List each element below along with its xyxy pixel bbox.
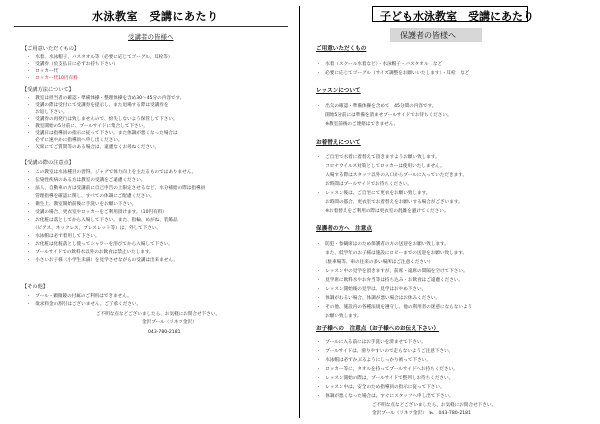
left-line: （ピアス、ネックレス、ブレスレット等）は、外して下さい。 [26,226,162,231]
right-line: ・ プールに入る前にはお手洗いを済ませて下さい。 [316,340,427,345]
right-section-heading: ご用意いただくもの [316,46,367,52]
left-line: ・ この教室は水泳種目の習得、ジャグで体力向上を主たるものではありません。 [26,170,197,175]
left-line-highlight: ・ ロッカー代10円有料 [26,76,78,81]
right-line: （駐車場等、車の往来の多い場所はご注意ください） [316,260,434,265]
left-footer-phone: 043-780-2181 [148,330,181,335]
right-line: ・ 防犯・参観席はのため保護者の方の送迎をお願い致します。 [316,242,449,247]
left-line: ・ 受講券の再発行は致しませんので、紛失しないよう保管して下さい。 [26,117,178,122]
right-section-heading: お着替えについて [316,140,361,146]
right-line: ※お着替えをご利用の際は更衣室の混雑を避けてください。 [316,209,449,214]
right-line: お時間の都合、更衣室でお着替えをお願いする場合がございます。 [316,200,463,205]
right-line: ・ 体調がわるい場合、体調が悪い場合はお休みください。 [316,296,441,301]
right-line: ・ ロッカー等に、タオルを持ってプールサイドへお持ちください。 [316,367,458,372]
left-title-rule [14,26,288,27]
right-line: 入場する際はスタッフ以外の入口からプールに入っていただきます。 [316,173,467,178]
right-line: ・ 必要に応じてゴーグル（サイズ調整をお願いいたします）・耳栓 など [316,71,470,76]
left-section-heading: 【受講の際の注意点】 [22,160,74,166]
right-section-heading: お子様への 注意点（お子様へのお伝え下さい） [316,326,440,332]
left-footer-note: ご不明な点などございましたら、お気軽にお問合せ下さい。 [96,312,221,317]
right-footer-note: ご不明な点などございましたら、お気軽にお問合せ下さい。 [372,403,497,408]
left-section-heading: 【受講方法について】 [22,87,74,93]
left-line: 必ずに速やかに指導員へ申し出ください。 [26,138,123,143]
right-document-subtitle: 保護者の皆様へ [400,31,456,40]
right-line: ・ プールサイドは、滑りやすいので走らないようご注意下さい。 [316,349,454,354]
left-line: ・ 教室は担当者の確認・準備体操・整理体操を含め30～45分の内容です。 [26,96,185,101]
right-section-heading: レッスンについて [316,88,361,94]
left-line: ・ 受講券（於支払日に必ずお持ち下さい） [26,62,118,67]
left-line: ・ 欠席にてご質問等のある場合は、遠慮なくお尋ねください。 [26,145,160,150]
left-line: ・ プール・顕微鏡の付属のご利用はできません。 [26,294,132,299]
left-line: ・ 受講の場合、更衣室やロッカーをご利用頂けます。（10円有料） [26,210,167,215]
left-line: ・ 衛生上、教室開始前後に手洗いをお願い下さい。 [26,202,137,207]
right-line: ・ レッスン中の見学を頂きますが、前席・遠席の間隔を空けて下さい。 [316,269,468,274]
left-line: ・ 小さいお子様（小学生未満）を見学させながらの受講は出来ません。 [26,258,178,263]
left-line: ・ お化粧は落としてから入場して下さい。また、指輪、めがね、装飾品 [26,218,178,223]
left-line: ・ 水着、水泳帽子、バスタオル等（必要に応じてゴーグル、耳栓等） [26,55,173,60]
left-line: 管理指導を確認に関し、すべての体調にご配慮ください。 [26,194,155,199]
left-line: ・ 伝染性疾病のある方は教室の受講をご遠慮ください。 [26,178,146,183]
right-document [300,0,600,424]
right-line: ・ 出欠の確認・準備体操を含めて 45分間の内容です。 [316,104,437,109]
right-line: ・ 水泳帽は必ずかぶるようにしっかり被って下さい。 [316,358,431,363]
left-line: お返し下さい。 [26,110,68,115]
left-line: ・ 欲求料金の割引はございません。ご了承ください。 [26,302,142,307]
left-section-heading: 【その他】 [22,284,48,290]
right-line: ※教室前後のご連絡はできません。 [316,122,399,127]
right-line: ・ 見学席に飲料水やお弁当等は持ち込み・お飲食はご遠慮ください。 [316,278,464,283]
right-line: ・ レッスン開始の際は、プールサイドで整列しお待ちください。 [316,376,454,381]
right-line: ・ ご自宅で水着に着替えて頂きますようお願い致します。 [316,155,440,160]
right-line: ・ 水着（スクール水着など）・水泳帽子・バスタオル など [316,62,443,67]
right-line: 開始5分前には準備を済ませプールサイドでお待ちください。 [316,113,452,118]
left-line: ・ お化粧は化粧落とし使ってシャワーを浴びてから入場して下さい。 [26,242,173,247]
right-line: ・ その他、施設内の各種法規を遵守し、他の利用者の迷惑にならないよう [316,305,473,310]
left-footer-facility: 金沢プール（リネツ金沢） [142,320,197,325]
right-line: ・ レッスン開始後の見学は、見学はおやめ下さい。 [316,287,427,292]
right-line: お時間はプールサイドでお待ちください。 [316,182,412,187]
left-document-subtitle: 受講者の皆様へ [128,33,174,41]
right-section-heading: 保護者の方へ 注意点 [316,226,372,232]
left-document-title: 水泳教室 受講にあたり [92,10,219,23]
left-line: ・ 教室開始の5分前に、プールサイドに集合して下さい。 [26,124,148,129]
left-line: ・ 受講日は指導員の指示に従って下さい。また体調が悪くなった場合は [26,131,178,136]
right-footer-contact: 金沢プール（リネツ金沢） ℡ 043-780-2181 [372,411,472,416]
left-line: ・ 受講の際は受付にて受講券を提示し、また退場する際は受講券を [26,103,169,108]
right-line: ・ レッスン後は、ご自宅にて更衣をお願い致します。 [316,191,431,196]
left-section-heading: 【ご用意いただくもの】 [22,46,80,52]
right-line: ・ レッスン中は、安全のため指導員の指示に従って下さい。 [316,385,445,390]
right-line: また、低学年のお子様は施設にロビーまでの送迎をお願い致します。 [316,251,468,256]
right-line: ・ 体調が悪くなった場合は、すぐにスタッフへ申し出て下さい。 [316,394,454,399]
right-line: お願い致します。 [316,314,362,319]
left-line: ・ プールサイドでの飲料水以外のお飲食は禁止いたします。 [26,250,154,255]
left-line: ・ ロッカー代 [26,69,59,74]
left-line: ・ 水泳帽は必ず着用して下さい。 [26,234,100,239]
right-line: コロナウイルス対策としてロッカーは使用いたしません。 [316,164,445,169]
left-line: ・ 法人、自動車の方は受講前に自己申告の上限定させるなど、水分補給の際は指導員 [26,186,206,191]
right-document-title: 子ども水泳教室 受講にあたり [380,10,534,23]
